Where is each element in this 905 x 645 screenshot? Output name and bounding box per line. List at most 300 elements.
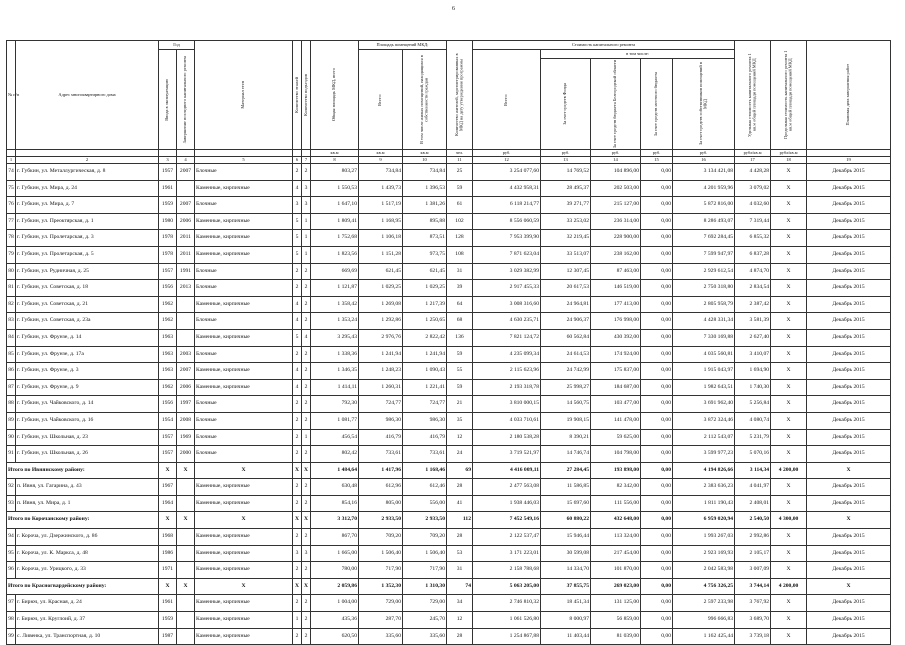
- table-cell: 430 392,00: [591, 329, 641, 346]
- table-cell: 2 597 233,98: [673, 595, 735, 612]
- table-cell: 1962: [159, 379, 177, 396]
- table-cell: 202 503,00: [591, 180, 641, 197]
- table-cell: 1954: [159, 412, 177, 429]
- table-cell: 7 953 399,90: [473, 230, 541, 247]
- table-cell: 3: [302, 180, 311, 197]
- column-number-cell: 17: [735, 157, 771, 164]
- address-cell: п. Ивня, ул. Мира, д. 1: [16, 495, 159, 512]
- table-cell: 1 665,00: [311, 545, 359, 562]
- column-number-cell: 11: [447, 157, 473, 164]
- table-cell: 0,00: [641, 313, 673, 330]
- column-number-cell: 9: [359, 157, 403, 164]
- table-cell: Декабрь 2015: [807, 446, 891, 463]
- table-cell: 1 358,42: [311, 296, 359, 313]
- table-cell: 1 254 867,88: [473, 628, 541, 645]
- table-cell: 973,75: [403, 246, 447, 263]
- table-cell: X: [177, 512, 195, 529]
- table-cell: Декабрь 2015: [807, 296, 891, 313]
- table-cell: 4 416 009,11: [473, 462, 541, 479]
- district-total-row: [7, 512, 891, 529]
- table-cell: 8 556 060,59: [473, 213, 541, 230]
- table-cell: 1 484,64: [311, 462, 359, 479]
- table-cell: 1 168,95: [359, 213, 403, 230]
- table-cell: 3 171 223,01: [473, 545, 541, 562]
- table-row: [7, 545, 891, 562]
- table-cell: 2 383 636,23: [673, 479, 735, 496]
- table-cell: 996 666,83: [673, 612, 735, 629]
- table-cell: 1 740,30: [735, 379, 771, 396]
- table-cell: Декабрь 2015: [807, 495, 891, 512]
- table-cell: 2007: [177, 197, 195, 214]
- table-cell: 4 432 958,31: [473, 180, 541, 197]
- table-cell: X: [195, 512, 293, 529]
- table-cell: 1 982 643,51: [673, 379, 735, 396]
- table-cell: 5 063 205,00: [473, 578, 541, 595]
- table-row: [7, 379, 891, 396]
- table-cell: 0,00: [641, 329, 673, 346]
- unit-cell: руб.: [541, 150, 591, 157]
- table-cell: 30 599,08: [541, 545, 591, 562]
- table-cell: 4 035 560,81: [673, 346, 735, 363]
- table-cell: 2: [293, 562, 302, 579]
- capital-repair-table: [6, 40, 891, 645]
- table-row: [7, 164, 891, 181]
- column-number-cell: 3: [159, 157, 177, 164]
- table-cell: 5: [293, 329, 302, 346]
- table-cell: X: [771, 363, 807, 380]
- table-cell: 0,00: [641, 412, 673, 429]
- table-cell: 91: [7, 446, 16, 463]
- table-cell: 7 319,44: [735, 213, 771, 230]
- table-cell: 2: [302, 529, 311, 546]
- table-cell: 131 125,00: [591, 595, 641, 612]
- page-number: 6: [452, 6, 455, 12]
- table-cell: 3 079,02: [735, 180, 771, 197]
- unit-cell: кв.м: [311, 150, 359, 157]
- table-cell: 269 023,00: [591, 578, 641, 595]
- unit-cell: [16, 150, 159, 157]
- unit-cell: чел.: [447, 150, 473, 157]
- table-cell: [177, 628, 195, 645]
- table-cell: 94: [7, 529, 16, 546]
- header-entrances: Количество подъездов: [302, 41, 311, 150]
- address-cell: г. Бирюч, ул. Красная, д. 24: [16, 595, 159, 612]
- table-row: [7, 562, 891, 579]
- table-cell: 15 697,60: [541, 495, 591, 512]
- table-cell: X: [771, 379, 807, 396]
- table-cell: X: [771, 429, 807, 446]
- table-cell: 1 081,77: [311, 412, 359, 429]
- table-cell: 1967: [159, 479, 177, 496]
- table-cell: Декабрь 2015: [807, 612, 891, 629]
- address-cell: г. Губкин, ул. Пролетарская, д. 3: [16, 230, 159, 247]
- table-cell: 7 452 549,16: [473, 512, 541, 529]
- table-cell: 7 821 124,72: [473, 329, 541, 346]
- header-cost: Стоимость капитального ремонта: [473, 41, 735, 50]
- table-cell: X: [771, 562, 807, 579]
- address-cell: г. Губкин, ул. Фрунзе, д. 3: [16, 363, 159, 380]
- table-cell: 128: [447, 230, 473, 247]
- table-cell: 0,00: [641, 479, 673, 496]
- unit-cell: [7, 150, 16, 157]
- table-cell: 5 256,84: [735, 396, 771, 413]
- unit-cell: [177, 150, 195, 157]
- table-cell: 12 307,45: [541, 263, 591, 280]
- table-cell: X: [807, 462, 891, 479]
- table-cell: 228 900,00: [591, 230, 641, 247]
- table-cell: 146 519,00: [591, 280, 641, 297]
- table-cell: 14 560,75: [541, 396, 591, 413]
- table-cell: 2 042 583,98: [673, 562, 735, 579]
- table-row: [7, 495, 891, 512]
- table-cell: Блочные: [195, 313, 293, 330]
- table-cell: 60 562,84: [541, 329, 591, 346]
- unit-cell: руб.: [641, 150, 673, 157]
- table-cell: 93: [7, 495, 16, 512]
- header-address: Адрес многоквартирного дома: [16, 41, 159, 150]
- table-cell: 1 396,53: [403, 180, 447, 197]
- table-cell: 4 300,00: [771, 512, 807, 529]
- table-cell: 3 008 316,60: [473, 296, 541, 313]
- district-total-row: [7, 462, 891, 479]
- table-cell: 3 581,39: [735, 313, 771, 330]
- table-cell: 2007: [177, 363, 195, 380]
- table-cell: X: [771, 164, 807, 181]
- table-cell: 1957: [159, 164, 177, 181]
- table-cell: 0,00: [641, 396, 673, 413]
- table-cell: 709,20: [359, 529, 403, 546]
- table-cell: Каменные, кирпичные: [195, 213, 293, 230]
- table-cell: 5: [293, 246, 302, 263]
- table-row: [7, 396, 891, 413]
- table-cell: 20 617,53: [541, 280, 591, 297]
- table-row: [7, 628, 891, 645]
- table-cell: 4 428,28: [735, 164, 771, 181]
- table-cell: Декабрь 2015: [807, 363, 891, 380]
- table-cell: 3 691 962,40: [673, 396, 735, 413]
- table-cell: Декабрь 2015: [807, 412, 891, 429]
- table-cell: 4 032,60: [735, 197, 771, 214]
- address-cell: г. Губкин, ул. Чайковского, д. 16: [16, 412, 159, 429]
- table-cell: 1 823,56: [311, 246, 359, 263]
- table-cell: Декабрь 2015: [807, 628, 891, 645]
- table-cell: 3 744,14: [735, 578, 771, 595]
- header-year-commissioning: Ввода в эксплуатацию: [159, 50, 177, 150]
- table-cell: 2: [302, 495, 311, 512]
- table-cell: 4 200,00: [771, 462, 807, 479]
- table-cell: Декабрь 2015: [807, 545, 891, 562]
- table-cell: 416,79: [359, 429, 403, 446]
- table-cell: 141 478,00: [591, 412, 641, 429]
- table-cell: 136: [447, 329, 473, 346]
- table-cell: Декабрь 2015: [807, 313, 891, 330]
- table-cell: Блочные: [195, 412, 293, 429]
- table-cell: 2: [293, 495, 302, 512]
- header-max-cost: Предельная стоимость капитального ремонта 1 кв.м общей площади помещений МКД: [771, 41, 807, 150]
- table-cell: 3 719 521,97: [473, 446, 541, 463]
- table-cell: 1 106,18: [359, 230, 403, 247]
- table-cell: 2: [302, 446, 311, 463]
- table-cell: 2: [293, 429, 302, 446]
- table-cell: 236 314,00: [591, 213, 641, 230]
- table-cell: 620,50: [311, 628, 359, 645]
- table-cell: 2 992,86: [735, 529, 771, 546]
- table-row: [7, 363, 891, 380]
- table-cell: 2: [302, 363, 311, 380]
- table-cell: 4: [293, 363, 302, 380]
- table-cell: 82 342,00: [591, 479, 641, 496]
- unit-cell: рубл/кв.м: [771, 150, 807, 157]
- table-cell: X: [771, 280, 807, 297]
- table-cell: 734,84: [403, 164, 447, 181]
- unit-cell: [807, 150, 891, 157]
- table-cell: 0,00: [641, 462, 673, 479]
- table-cell: Декабрь 2015: [807, 429, 891, 446]
- address-cell: г. Губкин, ул. Преоктярская, д. 1: [16, 213, 159, 230]
- table-cell: 6 959 020,94: [673, 512, 735, 529]
- table-cell: 0,00: [641, 164, 673, 181]
- table-cell: Декабрь 2015: [807, 230, 891, 247]
- unit-cell: [302, 150, 311, 157]
- table-cell: Блочные: [195, 446, 293, 463]
- table-cell: Каменные, кирпичные: [195, 628, 293, 645]
- table-cell: Декабрь 2015: [807, 562, 891, 579]
- table-cell: 2: [302, 346, 311, 363]
- table-cell: 61: [447, 197, 473, 214]
- table-cell: Каменные, кирпичные: [195, 479, 293, 496]
- table-cell: 2 750 318,80: [673, 280, 735, 297]
- table-cell: 4 428 331,34: [673, 313, 735, 330]
- header-area-all: Всего:: [359, 50, 403, 150]
- table-cell: 895,88: [403, 213, 447, 230]
- table-cell: 1 168,46: [403, 462, 447, 479]
- table-cell: 0,00: [641, 213, 673, 230]
- table-cell: 1 292,86: [359, 313, 403, 330]
- table-cell: 5 872 816,00: [673, 197, 735, 214]
- table-row: [7, 429, 891, 446]
- table-cell: 2: [302, 296, 311, 313]
- table-cell: 24 906,37: [541, 313, 591, 330]
- table-cell: 1 061 526,80: [473, 612, 541, 629]
- table-row: [7, 180, 891, 197]
- table-cell: 41: [447, 495, 473, 512]
- table-cell: 1997: [177, 396, 195, 413]
- table-cell: X: [195, 578, 293, 595]
- table-cell: 2: [302, 412, 311, 429]
- table-row: [7, 213, 891, 230]
- table-cell: 3 689,70: [735, 612, 771, 629]
- table-cell: 11 586,85: [541, 479, 591, 496]
- table-cell: 8 286 493,07: [673, 213, 735, 230]
- table-cell: 2: [293, 396, 302, 413]
- table-cell: 8 390,21: [541, 429, 591, 446]
- table-cell: 1 506,40: [359, 545, 403, 562]
- table-cell: 1 381,26: [403, 197, 447, 214]
- table-cell: [177, 612, 195, 629]
- table-cell: 59 625,00: [591, 429, 641, 446]
- table-cell: 0,00: [641, 529, 673, 546]
- table-cell: X: [293, 512, 302, 529]
- table-cell: 174 924,00: [591, 346, 641, 363]
- table-cell: 556,00: [403, 495, 447, 512]
- table-cell: Каменные, кирпичные: [195, 545, 293, 562]
- table-cell: 0,00: [641, 429, 673, 446]
- table-cell: 97: [7, 595, 16, 612]
- table-cell: X: [771, 246, 807, 263]
- table-cell: 1 352,30: [359, 578, 403, 595]
- table-cell: Декабрь 2015: [807, 529, 891, 546]
- table-cell: 4: [293, 296, 302, 313]
- address-cell: г. Губкин, ул. Мира, д. 7: [16, 197, 159, 214]
- table-cell: Декабрь 2015: [807, 595, 891, 612]
- table-cell: 31: [447, 263, 473, 280]
- table-cell: 1 346,35: [311, 363, 359, 380]
- table-cell: X: [771, 263, 807, 280]
- table-cell: 1: [302, 213, 311, 230]
- table-cell: 14 746,74: [541, 446, 591, 463]
- table-row: [7, 280, 891, 297]
- header-wall-material: Материал стен: [195, 41, 293, 150]
- table-cell: 1959: [159, 197, 177, 214]
- table-cell: 1 550,53: [311, 180, 359, 197]
- table-cell: 3 007,09: [735, 562, 771, 579]
- table-cell: 986,30: [359, 412, 403, 429]
- table-row: [7, 230, 891, 247]
- column-number-cell: 6: [293, 157, 302, 164]
- table-cell: 456,54: [311, 429, 359, 446]
- table-cell: 2 122 537,47: [473, 529, 541, 546]
- table-cell: X: [177, 578, 195, 595]
- table-cell: 81: [7, 280, 16, 297]
- table-cell: 3 312,70: [311, 512, 359, 529]
- table-cell: 2 923 169,93: [673, 545, 735, 562]
- table-cell: 1 151,28: [359, 246, 403, 263]
- table-cell: X: [771, 495, 807, 512]
- table-cell: 3 295,43: [311, 329, 359, 346]
- table-cell: 4: [302, 329, 311, 346]
- table-cell: X: [771, 313, 807, 330]
- table-cell: 18 451,34: [541, 595, 591, 612]
- table-cell: 21: [447, 396, 473, 413]
- address-cell: г. Губкин, ул. Школьная, д. 23: [16, 429, 159, 446]
- table-cell: 1961: [159, 180, 177, 197]
- table-cell: 86: [7, 363, 16, 380]
- table-cell: 74: [447, 578, 473, 595]
- table-cell: 2 540,50: [735, 512, 771, 529]
- table-cell: 1956: [159, 396, 177, 413]
- table-cell: Каменные, кирпичные: [195, 495, 293, 512]
- table-cell: 733,61: [359, 446, 403, 463]
- table-cell: 12: [447, 429, 473, 446]
- header-local: За счет средств местного бюджета: [641, 59, 673, 150]
- table-cell: 2 834,54: [735, 280, 771, 297]
- header-cost-total: Всего:: [473, 50, 541, 150]
- header-area-residential: В том числе жилых помещений, находящихся в собственности граждан: [403, 50, 447, 150]
- table-cell: 630,48: [311, 479, 359, 496]
- table-cell: 1 439,73: [359, 180, 403, 197]
- table-cell: 80: [7, 263, 16, 280]
- table-cell: 4: [293, 313, 302, 330]
- address-cell: г. Губкин, ул. Фрунзе, д. 9: [16, 379, 159, 396]
- table-cell: 1987: [159, 628, 177, 645]
- table-cell: 76: [7, 197, 16, 214]
- table-cell: Блочные: [195, 263, 293, 280]
- table-cell: 88: [7, 396, 16, 413]
- table-cell: 87: [7, 379, 16, 396]
- table-cell: 215 127,00: [591, 197, 641, 214]
- column-number-cell: 13: [541, 157, 591, 164]
- table-cell: 95: [7, 545, 16, 562]
- table-cell: 3: [302, 197, 311, 214]
- table-cell: Каменные, кирпичные: [195, 230, 293, 247]
- table-cell: X: [771, 412, 807, 429]
- table-cell: 39 271,77: [541, 197, 591, 214]
- table-cell: 1986: [159, 545, 177, 562]
- table-cell: 2: [293, 529, 302, 546]
- table-cell: 1 250,65: [403, 313, 447, 330]
- total-label: Итого по Корочанскому району:: [7, 512, 159, 529]
- table-cell: 1978: [159, 246, 177, 263]
- table-cell: 12: [447, 612, 473, 629]
- table-cell: 2: [293, 263, 302, 280]
- table-cell: X: [771, 545, 807, 562]
- table-cell: Каменные, кирпичные: [195, 612, 293, 629]
- header-incl: в том числе:: [541, 50, 735, 59]
- table-cell: 2011: [177, 230, 195, 247]
- table-cell: 78: [7, 230, 16, 247]
- table-cell: 2: [302, 396, 311, 413]
- table-cell: 416,79: [403, 429, 447, 446]
- table-cell: 612,46: [403, 479, 447, 496]
- table-cell: 2 408,01: [735, 495, 771, 512]
- table-cell: 802,42: [311, 446, 359, 463]
- table-cell: 3: [293, 545, 302, 562]
- unit-cell: рубл/кв.м: [735, 150, 771, 157]
- table-cell: 104 896,00: [591, 164, 641, 181]
- total-label: Итого по Красногвардейскому району:: [7, 578, 159, 595]
- table-cell: 79: [7, 246, 16, 263]
- table-cell: 2 933,50: [359, 512, 403, 529]
- table-cell: 335,60: [359, 628, 403, 645]
- table-cell: 175 837,00: [591, 363, 641, 380]
- table-cell: 4 235 099,34: [473, 346, 541, 363]
- table-cell: X: [771, 230, 807, 247]
- table-cell: 867,70: [311, 529, 359, 546]
- table-cell: [177, 529, 195, 546]
- table-cell: 56 859,00: [591, 612, 641, 629]
- table-cell: 7 871 623,04: [473, 246, 541, 263]
- table-cell: 432 648,00: [591, 512, 641, 529]
- table-cell: 0,00: [641, 246, 673, 263]
- table-cell: Каменные, кирпичные: [195, 562, 293, 579]
- table-cell: Блочные: [195, 346, 293, 363]
- table-cell: 1969: [177, 429, 195, 446]
- table-cell: 77: [7, 213, 16, 230]
- table-cell: 2 105,17: [735, 545, 771, 562]
- table-cell: 4: [293, 379, 302, 396]
- table-cell: 1 353,24: [311, 313, 359, 330]
- table-cell: 2 180 538,28: [473, 429, 541, 446]
- table-cell: X: [771, 595, 807, 612]
- table-row: [7, 263, 891, 280]
- table-cell: 104 798,00: [591, 446, 641, 463]
- table-cell: X: [771, 612, 807, 629]
- table-cell: 1 004,00: [311, 595, 359, 612]
- table-cell: 2 059,86: [311, 578, 359, 595]
- column-number-cell: 12: [473, 157, 541, 164]
- table-cell: 2: [302, 280, 311, 297]
- table-cell: 24 964,81: [541, 296, 591, 313]
